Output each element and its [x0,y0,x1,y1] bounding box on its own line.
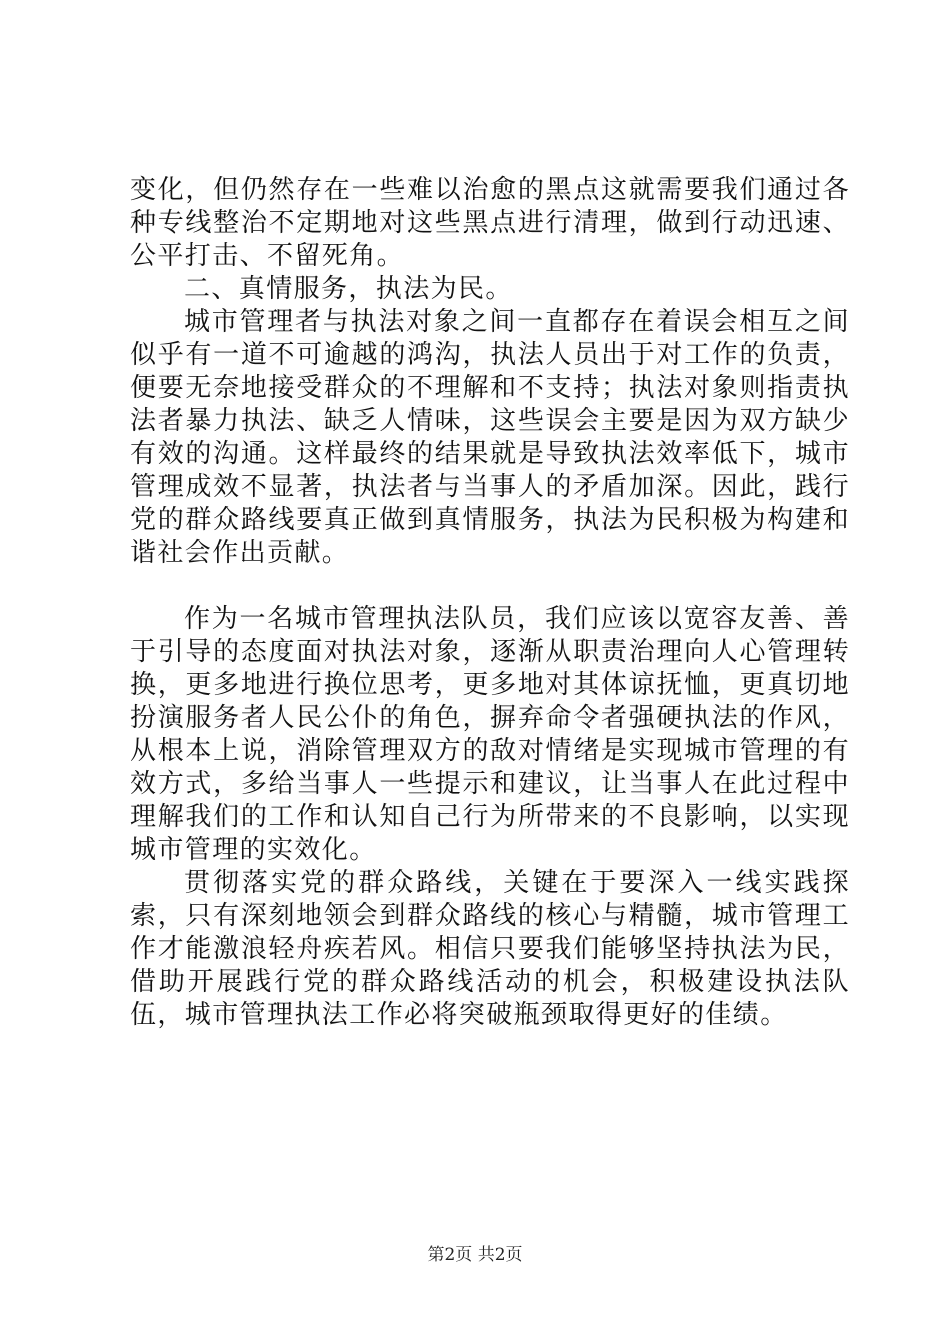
paragraph-misunderstanding: 城市管理者与执法对象之间一直都存在着误会相互之间似乎有一道不可逾越的鸿沟，执法人员出于对工作的负责，便要无奈地接受群众的不理解和不支持；执法对象则指责执法者暴力执法、缺乏人情味，这些误会主要是因为双方缺少有效的沟通。这样最终的结果就是导致执法效率低下，城市管理成效不显著，执法者与当事人的矛盾加深。因此，践行党的群众路线要真正做到真情服务，执法为民积极为构建和谐社会作出贡献。 [130,307,850,568]
paragraph-enforcement-attitude: 作为一名城市管理执法队员，我们应该以宽容友善、善于引导的态度面对执法对象，逐渐从职责治理向人心管理转换，更多地进行换位思考，更多地对其体谅抚恤，更真切地扮演服务者人民公仆的角色，摒弃命令者强硬执法的作风，从根本上说，消除管理双方的敌对情绪是实现城市管理的有效方式，多给当事人一些提示和建议，让当事人在此过程中理解我们的工作和认知自己行为所带来的不良影响，以实现城市管理的实效化。 [130,604,850,865]
paragraph-conclusion: 贯彻落实党的群众路线，关键在于要深入一线实践探索，只有深刻地领会到群众路线的核心与精髓，城市管理工作才能激浪轻舟疾若风。相信只要我们能够坚持执法为民，借助开展践行党的群众路线活动的机会，积极建设执法队伍，城市管理执法工作必将突破瓶颈取得更好的佳绩。 [130,868,850,1030]
document-body [130,174,850,1032]
paragraph-continuation: 变化，但仍然存在一些难以治愈的黑点这就需要我们通过各种专线整治不定期地对这些黑点进行清理，做到行动迅速、公平打击、不留死角。 [130,175,850,271]
section-heading: 二、真情服务，执法为民。 [184,274,513,304]
page-number-footer: 第2页 共2页 [427,1245,523,1265]
